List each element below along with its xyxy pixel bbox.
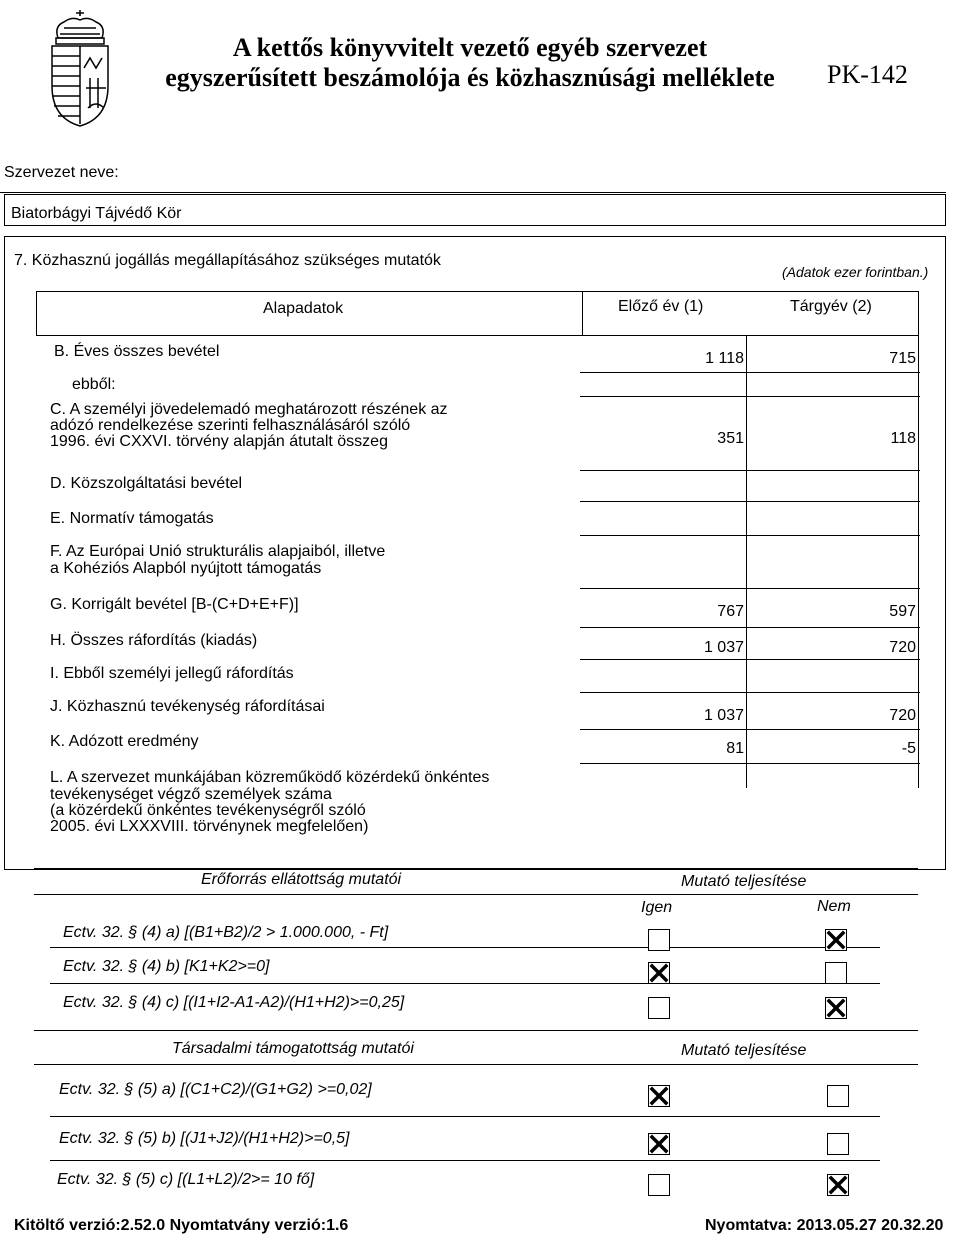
row-j-prev: 1 037 (703, 707, 744, 724)
social-item-3-label: Ectv. 32. § (5) c) [(L1+L2)/2>= 10 fő] (57, 1171, 315, 1188)
coat-of-arms-emblem (44, 8, 116, 128)
row-f-label-1: F. Az Európai Unió strukturális alapjaiból, illetve (50, 543, 386, 560)
row-j-label: J. Közhasznú tevékenység ráfordításai (50, 698, 325, 715)
form-title-line2: egyszerűsített beszámolója és közhasznúsági melléklete (165, 63, 775, 92)
row-d-label: D. Közszolgáltatási bevétel (50, 475, 243, 492)
social-item-2-no-checkbox[interactable] (827, 1133, 849, 1155)
unit-note: (Adatok ezer forintban.) (782, 264, 929, 280)
row-c-prev: 351 (717, 430, 744, 447)
row-g-prev: 767 (717, 603, 744, 620)
social-item-2-yes-checkbox[interactable] (648, 1133, 670, 1155)
org-name-label: Szervezet neve: (4, 164, 119, 181)
check-x-icon (649, 1086, 669, 1106)
resource-item-1-no-checkbox[interactable] (825, 929, 847, 951)
row-g-label: G. Korrigált bevétel [B-(C+D+E+F)] (50, 596, 299, 613)
row-l-label-2: tevékenységet végző személyek száma (50, 786, 332, 803)
resource-item-2-no-checkbox[interactable] (825, 962, 847, 984)
resources-title: Erőforrás ellátottság mutatói (201, 871, 402, 888)
row-h-label: H. Összes ráfordítás (kiadás) (50, 632, 258, 649)
resources-perf-title: Mutató teljesítése (681, 873, 807, 890)
row-f-label-2: a Kohéziós Alapból nyújtott támogatás (50, 560, 322, 577)
resource-item-3-yes-checkbox[interactable] (648, 997, 670, 1019)
resources-yes-header: Igen (641, 899, 673, 916)
resource-item-1-yes-checkbox[interactable] (648, 929, 670, 951)
social-item-2-label: Ectv. 32. § (5) b) [(J1+J2)/(H1+H2)>=0,5] (59, 1130, 350, 1147)
row-c-label-3: 1996. évi CXXVI. törvény alapján átutalt összeg (50, 433, 388, 450)
social-item-1-label: Ectv. 32. § (5) a) [(C1+C2)/(G1+G2) >=0,02] (59, 1081, 372, 1098)
social-perf-title: Mutató teljesítése (681, 1042, 807, 1059)
check-x-icon (649, 963, 669, 983)
check-x-icon (826, 930, 846, 950)
row-l-label-1: L. A szervezet munkájában közreműködő közérdekű önkéntes (50, 769, 490, 786)
org-name-field (4, 194, 946, 226)
check-x-icon (649, 1134, 669, 1154)
row-b-prev: 1 118 (705, 350, 744, 367)
ebbol-label: ebből: (72, 376, 116, 393)
row-l-label-4: 2005. évi LXXXVIII. törvénynek megfelelően) (50, 818, 369, 835)
row-c-curr: 118 (890, 430, 916, 447)
resource-item-2-yes-checkbox[interactable] (648, 962, 670, 984)
col-header-curr: Tárgyév (2) (790, 298, 872, 315)
row-j-curr: 720 (889, 707, 916, 724)
row-k-prev: 81 (726, 740, 744, 757)
social-item-1-yes-checkbox[interactable] (648, 1085, 670, 1107)
social-item-3-no-checkbox[interactable] (827, 1174, 849, 1196)
resources-no-header: Nem (817, 898, 851, 915)
resource-item-3-label: Ectv. 32. § (4) c) [(I1+I2-A1-A2)/(H1+H2)>=0,25] (63, 994, 405, 1011)
org-name-value: Biatorbágyi Tájvédő Kör (11, 205, 182, 222)
footer-version: Kitöltő verzió:2.52.0 Nyomtatvány verzió:1.6 (14, 1217, 349, 1234)
row-g-curr: 597 (889, 603, 916, 620)
row-c-label-1: C. A személyi jövedelemadó meghatározott részének az (50, 401, 448, 418)
col-header-base: Alapadatok (263, 300, 344, 317)
row-k-curr: -5 (901, 740, 916, 757)
social-item-3-yes-checkbox[interactable] (648, 1174, 670, 1196)
check-x-icon (828, 1175, 848, 1195)
row-c-label-2: adózó rendelkezése szerinti felhasználásáról szóló (50, 417, 411, 434)
row-e-label: E. Normatív támogatás (50, 510, 214, 527)
row-h-prev: 1 037 (703, 639, 744, 656)
section-title: 7. Közhasznú jogállás megállapításához szükséges mutatók (14, 252, 441, 269)
row-b-label: B. Éves összes bevétel (54, 343, 220, 360)
row-h-curr: 720 (889, 639, 916, 656)
row-k-label: K. Adózott eredmény (50, 733, 199, 750)
col-header-prev: Előző év (1) (618, 298, 704, 315)
form-title-line1: A kettős könyvvitelt vezető egyéb szervezet (232, 33, 708, 62)
resource-item-1-label: Ectv. 32. § (4) a) [(B1+B2)/2 > 1.000.000, - Ft] (63, 924, 389, 941)
resource-item-3-no-checkbox[interactable] (825, 997, 847, 1019)
row-b-curr: 715 (889, 350, 916, 367)
row-l-label-3: (a közérdekű önkéntes tevékenységről szóló (50, 802, 366, 819)
row-i-label: I. Ebből személyi jellegű ráfordítás (50, 665, 294, 682)
social-title: Társadalmi támogatottság mutatói (172, 1040, 414, 1057)
social-item-1-no-checkbox[interactable] (827, 1085, 849, 1107)
form-code: PK-142 (827, 60, 908, 89)
resource-item-2-label: Ectv. 32. § (4) b) [K1+K2>=0] (63, 958, 270, 975)
footer-printed: Nyomtatva: 2013.05.27 20.32.20 (705, 1217, 944, 1234)
check-x-icon (826, 998, 846, 1018)
